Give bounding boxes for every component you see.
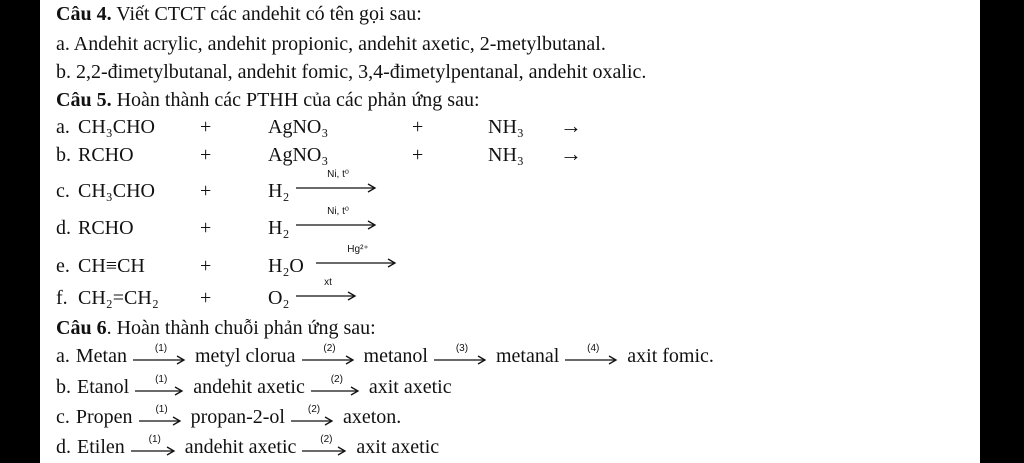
chain-compound: propan-2-ol: [190, 406, 285, 428]
question-4-part-a: a. Andehit acrylic, andehit propionic, andehit axetic, 2-metylbutanal.: [56, 33, 606, 55]
arrow-right-icon: [296, 182, 380, 194]
chain-step-arrow: [434, 343, 490, 366]
arrow-right-icon: [296, 290, 360, 302]
arrow-right-icon: [135, 385, 187, 397]
reaction-c-reactant-2: H₂: [268, 180, 290, 202]
reaction-chain-b: [56, 374, 452, 398]
reaction-c-label: c.: [56, 180, 70, 202]
chain-compound: metanal: [495, 345, 560, 367]
question-6-prompt: . Hoàn thành chuỗi phản ứng sau:: [106, 317, 376, 339]
reaction-e-condition-arrow: [316, 245, 400, 269]
chain-step-arrow: [139, 404, 185, 427]
reaction-d-condition: Ni, t⁰: [327, 206, 349, 217]
arrow-right-icon: [302, 445, 350, 457]
chain-step-number: (2): [323, 343, 336, 354]
chain-compound: metanol: [363, 345, 428, 367]
chain-compound: axeton.: [342, 406, 402, 428]
reaction-e-plus-1: +: [200, 255, 212, 277]
reaction-f-label: f.: [56, 287, 68, 309]
chain-compound: Etanol: [77, 376, 130, 398]
chain-step-number: (1): [155, 374, 168, 385]
arrow-right-icon: [291, 415, 337, 427]
chain-compound: metyl clorua: [194, 345, 296, 367]
chain-step-number: (1): [155, 404, 168, 415]
chain-label: b.: [56, 376, 71, 398]
question-4-prompt: Viết CTCT các andehit có tên gọi sau:: [111, 3, 422, 25]
reaction-d-reactant-2: H₂: [268, 217, 290, 239]
chain-step-number: (2): [307, 404, 321, 415]
reaction-chain-a: [56, 343, 714, 367]
question-4-title: [56, 4, 422, 24]
chain-label: c.: [56, 406, 70, 428]
reaction-b-arrow-icon: →: [560, 141, 582, 166]
reaction-e-condition: Hg²⁺: [347, 244, 369, 255]
reaction-f-condition-arrow: [296, 278, 360, 302]
arrow-right-icon: [133, 354, 189, 366]
reaction-f-condition: xt: [324, 277, 332, 288]
question-4-number: Câu 4.: [56, 3, 112, 25]
reaction-chain-c: [56, 404, 402, 428]
reaction-c-reactant-1: CH₃CHO: [78, 180, 155, 202]
question-5-title: [56, 90, 480, 110]
chain-step-number: (2): [330, 374, 343, 385]
reaction-b-reactant-1: RCHO: [78, 144, 134, 166]
reaction-e-label: e.: [56, 255, 70, 277]
chain-compound: Etilen: [77, 436, 125, 458]
chain-compound: Metan: [75, 345, 127, 367]
arrow-right-icon: [296, 219, 380, 231]
chain-step-number: (2): [320, 434, 333, 445]
chain-step-arrow: [302, 343, 358, 366]
reaction-b-reactant-2: AgNO₃: [268, 144, 329, 166]
chain-compound: andehit axetic: [193, 376, 305, 398]
chain-compound: axit fomic.: [627, 345, 714, 367]
reaction-d-label: d.: [56, 217, 71, 239]
reaction-e-reactant-2: H₂O: [268, 255, 304, 277]
reaction-f-reactant-2: O₂: [268, 287, 290, 309]
question-5-number: Câu 5.: [56, 89, 112, 111]
arrow-right-icon: [434, 354, 490, 366]
arrow-right-icon: [311, 385, 363, 397]
chain-step-arrow: [565, 343, 621, 366]
question-4-part-b: b. 2,2-đimetylbutanal, andehit fomic, 3,4-đimetylpentanal, andehit oxalic.: [56, 61, 647, 83]
chain-step-arrow: [133, 343, 189, 366]
reaction-f-reactant-1: CH₂=CH₂: [78, 287, 159, 309]
reaction-d-reactant-1: RCHO: [78, 217, 134, 239]
reaction-a-plus-1: +: [200, 116, 212, 138]
reaction-c-condition-arrow: [296, 170, 380, 194]
reaction-b-plus-1: +: [200, 144, 212, 166]
arrow-right-icon: [131, 445, 179, 457]
arrow-right-icon: [316, 257, 400, 269]
reaction-a-reactant-3: NH₃: [488, 116, 524, 138]
reaction-a-plus-2: +: [412, 116, 424, 138]
question-6-number: Câu 6: [56, 317, 107, 339]
reaction-d-condition-arrow: [296, 207, 380, 231]
arrow-right-icon: [302, 354, 358, 366]
reaction-c-condition: Ni, t⁰: [327, 169, 349, 180]
reaction-a-reactant-2: AgNO₃: [268, 116, 329, 138]
worksheet-page: [40, 0, 980, 463]
reaction-chain-d: [56, 434, 440, 458]
chain-step-number: (4): [587, 343, 600, 354]
chain-compound: andehit axetic: [184, 436, 297, 458]
arrow-right-icon: [565, 354, 621, 366]
chain-step-number: (1): [148, 434, 161, 445]
reaction-b-reactant-3: NH₃: [488, 144, 524, 166]
arrow-right-icon: [139, 415, 185, 427]
reaction-f-plus-1: +: [200, 287, 212, 309]
reaction-d-plus-1: +: [200, 217, 212, 239]
question-6-title: [56, 318, 376, 338]
chain-compound: Propen: [75, 406, 133, 428]
reaction-b-label: b.: [56, 144, 71, 166]
chain-step-arrow: [131, 434, 179, 457]
chain-step-arrow: [302, 434, 350, 457]
chain-step-arrow: [135, 374, 187, 397]
chain-compound: axit axetic: [356, 436, 440, 458]
chain-label: a.: [56, 345, 70, 367]
chain-compound: axit axetic: [368, 376, 452, 398]
chain-step-arrow: [291, 404, 337, 427]
chain-label: d.: [56, 436, 71, 458]
reaction-a-reactant-1: CH₃CHO: [78, 116, 155, 138]
reaction-b-plus-2: +: [412, 144, 424, 166]
chain-step-arrow: [311, 374, 363, 397]
reaction-e-reactant-1: CH≡CH: [78, 255, 145, 277]
reaction-a-arrow-icon: →: [560, 113, 582, 138]
chain-step-number: (1): [154, 343, 168, 354]
reaction-c-plus-1: +: [200, 180, 212, 202]
chain-step-number: (3): [455, 343, 469, 354]
reaction-a-label: a.: [56, 116, 70, 138]
question-5-prompt: Hoàn thành các PTHH của các phản ứng sau:: [111, 89, 480, 111]
